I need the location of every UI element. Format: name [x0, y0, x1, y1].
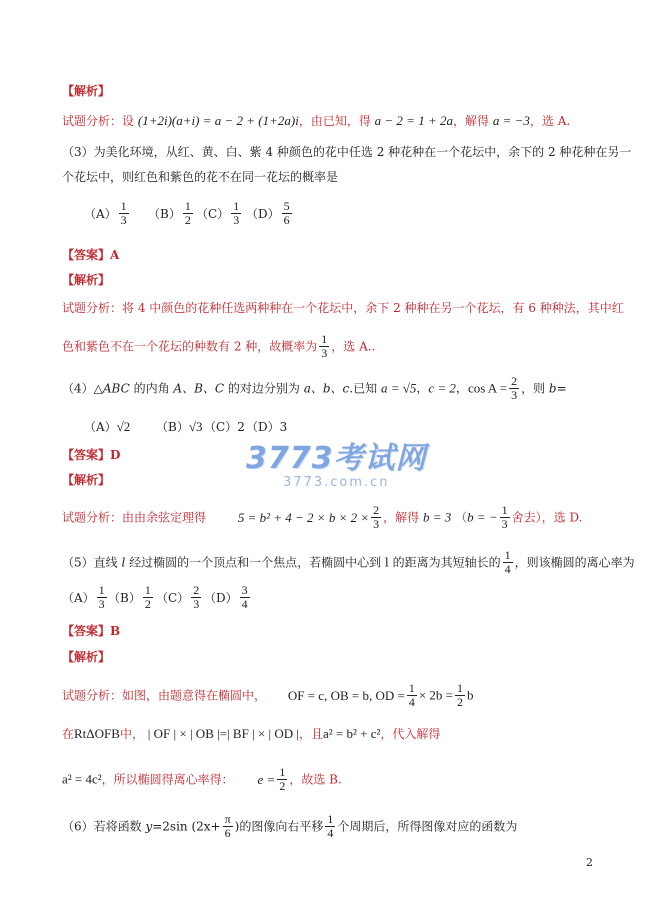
q2-analysis: [62, 114, 570, 128]
q5-option-c: （C） $\frac{2}{3}$: [156, 583, 200, 611]
q3-option-d: （D） $\frac{5}{6}$: [246, 199, 290, 227]
q5-option-b: （B） $\frac{1}{2}$: [108, 583, 151, 611]
q4-option-c: （C）2: [204, 420, 245, 434]
q5-option-a: （A） $\frac{1}{3}$: [62, 583, 105, 611]
side-c-condition: c = 2: [428, 380, 456, 396]
watermark-url: 3773.com.cn: [283, 475, 390, 490]
analysis-prefix: 试题分析：: [62, 114, 123, 128]
q3-option-b: （B） $\frac{1}{2}$: [148, 199, 191, 227]
q3-analysis-line2: 色和紫色不在一个花坛的种数有 2 种，故概率为 $\frac{1}{3}$ ，选 A..: [62, 332, 376, 360]
q3-option-c: （C） $\frac{1}{3}$: [196, 199, 240, 227]
result-equation: a = −3: [492, 113, 530, 128]
q4-answer: 【答案】D: [62, 448, 121, 462]
cos-a-condition: cos A =: [467, 380, 508, 396]
q3-stem-line2: 个花坛中，则红色和紫色的花不在同一花坛的概率是: [62, 170, 339, 184]
complex-product-equation: (1+2i)(a+i) = a − 2 + (1+2a)i: [137, 113, 299, 128]
q5-analysis-line1: 试题分析：如图，由题意得在椭圆中， OF = c, OB = b, OD = $\frac{1}{4}$ × 2b = $\frac{1}{2}$ b: [62, 681, 474, 709]
ellipse-relation: a² = b² + c²: [322, 726, 381, 741]
q3-option-a: （A） $\frac{1}{3}$: [84, 199, 127, 227]
site-watermark: [246, 433, 427, 490]
analysis-heading: 【解析】: [62, 84, 111, 98]
q3-answer: 【答案】A: [62, 248, 120, 262]
q4-option-d: （D）3: [246, 420, 288, 434]
q3-stem-line1: （3）为美化环境，从红、黄、白、紫 4 种颜色的花中任选 2 种花种在一个花坛中，余下的 2 种花种在另一: [62, 145, 632, 159]
q6-stem: （6）若将函数 y=2sin (2x+ $\frac{\pi}{6}$ )的图像向右平移 $\frac{1}{4}$ 个周期后，所得图像对应的函数为: [62, 812, 518, 840]
q3-analysis-line1: 试题分析：将 4 中颜色的花种任选两种种在一个花坛中，余下 2 种种在另一个花坛，有 6 种种法，其中红: [62, 301, 624, 315]
known-text: ，由已知，得: [298, 114, 371, 128]
b-result: b = 3: [422, 509, 452, 525]
side-a-condition: a = √5: [380, 380, 417, 396]
setup-text: 设: [122, 114, 135, 128]
page-number: 2: [586, 856, 593, 869]
q4-option-a: （A）√2: [84, 419, 131, 434]
q3-analysis-heading: 【解析】: [62, 273, 111, 287]
area-equality: | OF | × | OB |=| BF | × | OD |: [147, 726, 299, 741]
solve-text: ，解得: [452, 114, 489, 128]
segment-lengths: OF = c, OB = b, OD =: [287, 687, 405, 703]
a-squared-relation: a² = 4c²: [62, 771, 102, 787]
q4-stem: （4）△ABC 的内角 A、B、C 的对边分别为 a、b、c.已知 a = √5，c = 2，cos A = $\frac{2}{3}$ ，则 b=: [62, 374, 567, 402]
q4-option-b: （B）√3: [156, 419, 203, 434]
q5-answer: 【答案】B: [62, 624, 121, 638]
derived-equation: a − 2 = 1 + 2a: [374, 113, 453, 128]
q5-analysis-heading: 【解析】: [62, 650, 111, 664]
cosine-law-formula: 5 = b² + 4 − 2 × b × 2 ×: [237, 509, 370, 525]
q5-option-d: （D） $\frac{3}{4}$: [204, 583, 248, 611]
q5-analysis-line3: a² = 4c²，所以椭圆得离心率得： e = $\frac{1}{2}$ ，故选 B.: [62, 765, 342, 793]
watermark-logo: 3773考试网: [246, 441, 427, 476]
q4-analysis-heading: 【解析】: [62, 473, 111, 487]
q5-analysis-line2: 在RtΔOFB中， | OF | × | OB |=| BF | × | OD |，且a² = b² + c²，代入解得: [62, 726, 441, 741]
choose-text: ，选 A.: [529, 114, 571, 128]
q4-analysis: 试题分析：由由余弦定理得 5 = b² + 4 − 2 × b × 2 × $\frac{2}{3}$ ，解得 b = 3 （b = − $\frac{1}{3}$ 舍去），选 D.: [62, 503, 583, 531]
q5-stem: （5）直线 l 经过椭圆的一个顶点和一个焦点，若椭圆中心到 l 的距离为其短轴长的 $\frac{1}{4}$ ，则该椭圆的离心率为: [62, 548, 635, 576]
